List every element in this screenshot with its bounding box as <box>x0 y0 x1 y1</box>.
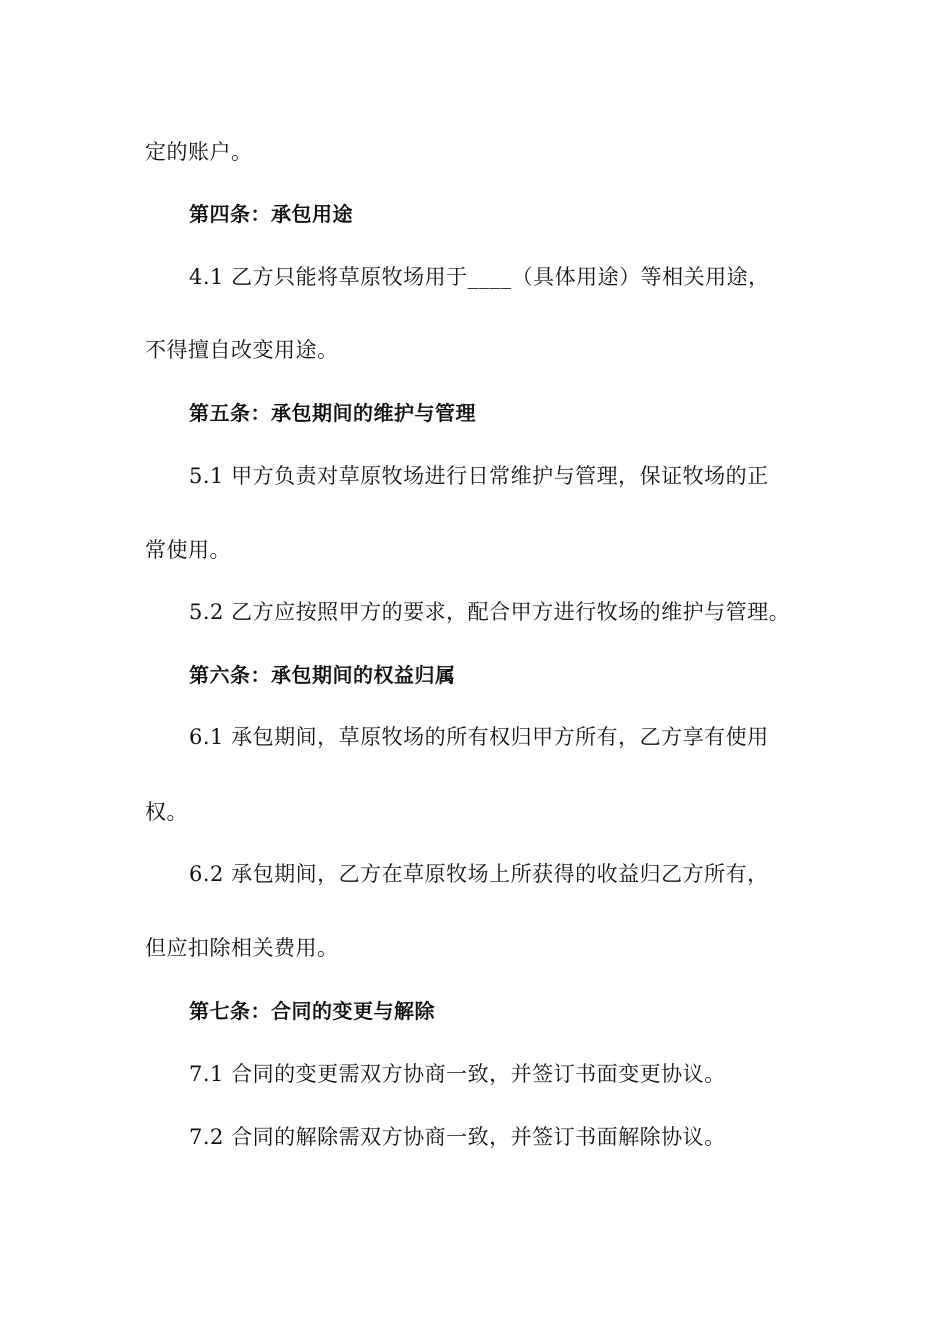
clause-5-2: 5.2 乙方应按照甲方的要求，配合甲方进行牧场的维护与管理。 <box>189 600 791 624</box>
article-6-heading: 第六条：承包期间的权益归属 <box>189 663 456 687</box>
clause-4-1: 4.1 乙方只能将草原牧场用于____（具体用途）等相关用途， <box>189 265 770 289</box>
paragraph-continuation: 定的账户。 <box>145 140 253 164</box>
clause-7-2: 7.2 合同的解除需双方协商一致，并签订书面解除协议。 <box>189 1125 726 1149</box>
article-7-heading: 第七条：合同的变更与解除 <box>189 999 435 1023</box>
clause-5-1-continuation: 常使用。 <box>145 538 231 562</box>
clause-7-1: 7.1 合同的变更需双方协商一致，并签订书面变更协议。 <box>189 1062 726 1086</box>
clause-4-1-continuation: 不得擅自改变用途。 <box>145 338 339 362</box>
article-5-heading: 第五条：承包期间的维护与管理 <box>189 401 476 425</box>
article-4-heading: 第四条：承包用途 <box>189 202 353 226</box>
clause-6-1-continuation: 权。 <box>145 800 188 824</box>
clause-6-2-continuation: 但应扣除相关费用。 <box>145 936 339 960</box>
clause-6-2: 6.2 承包期间，乙方在草原牧场上所获得的收益归乙方所有， <box>189 862 769 886</box>
clause-5-1: 5.1 甲方负责对草原牧场进行日常维护与管理，保证牧场的正 <box>189 464 769 488</box>
clause-6-1: 6.1 承包期间，草原牧场的所有权归甲方所有，乙方享有使用 <box>189 725 769 749</box>
